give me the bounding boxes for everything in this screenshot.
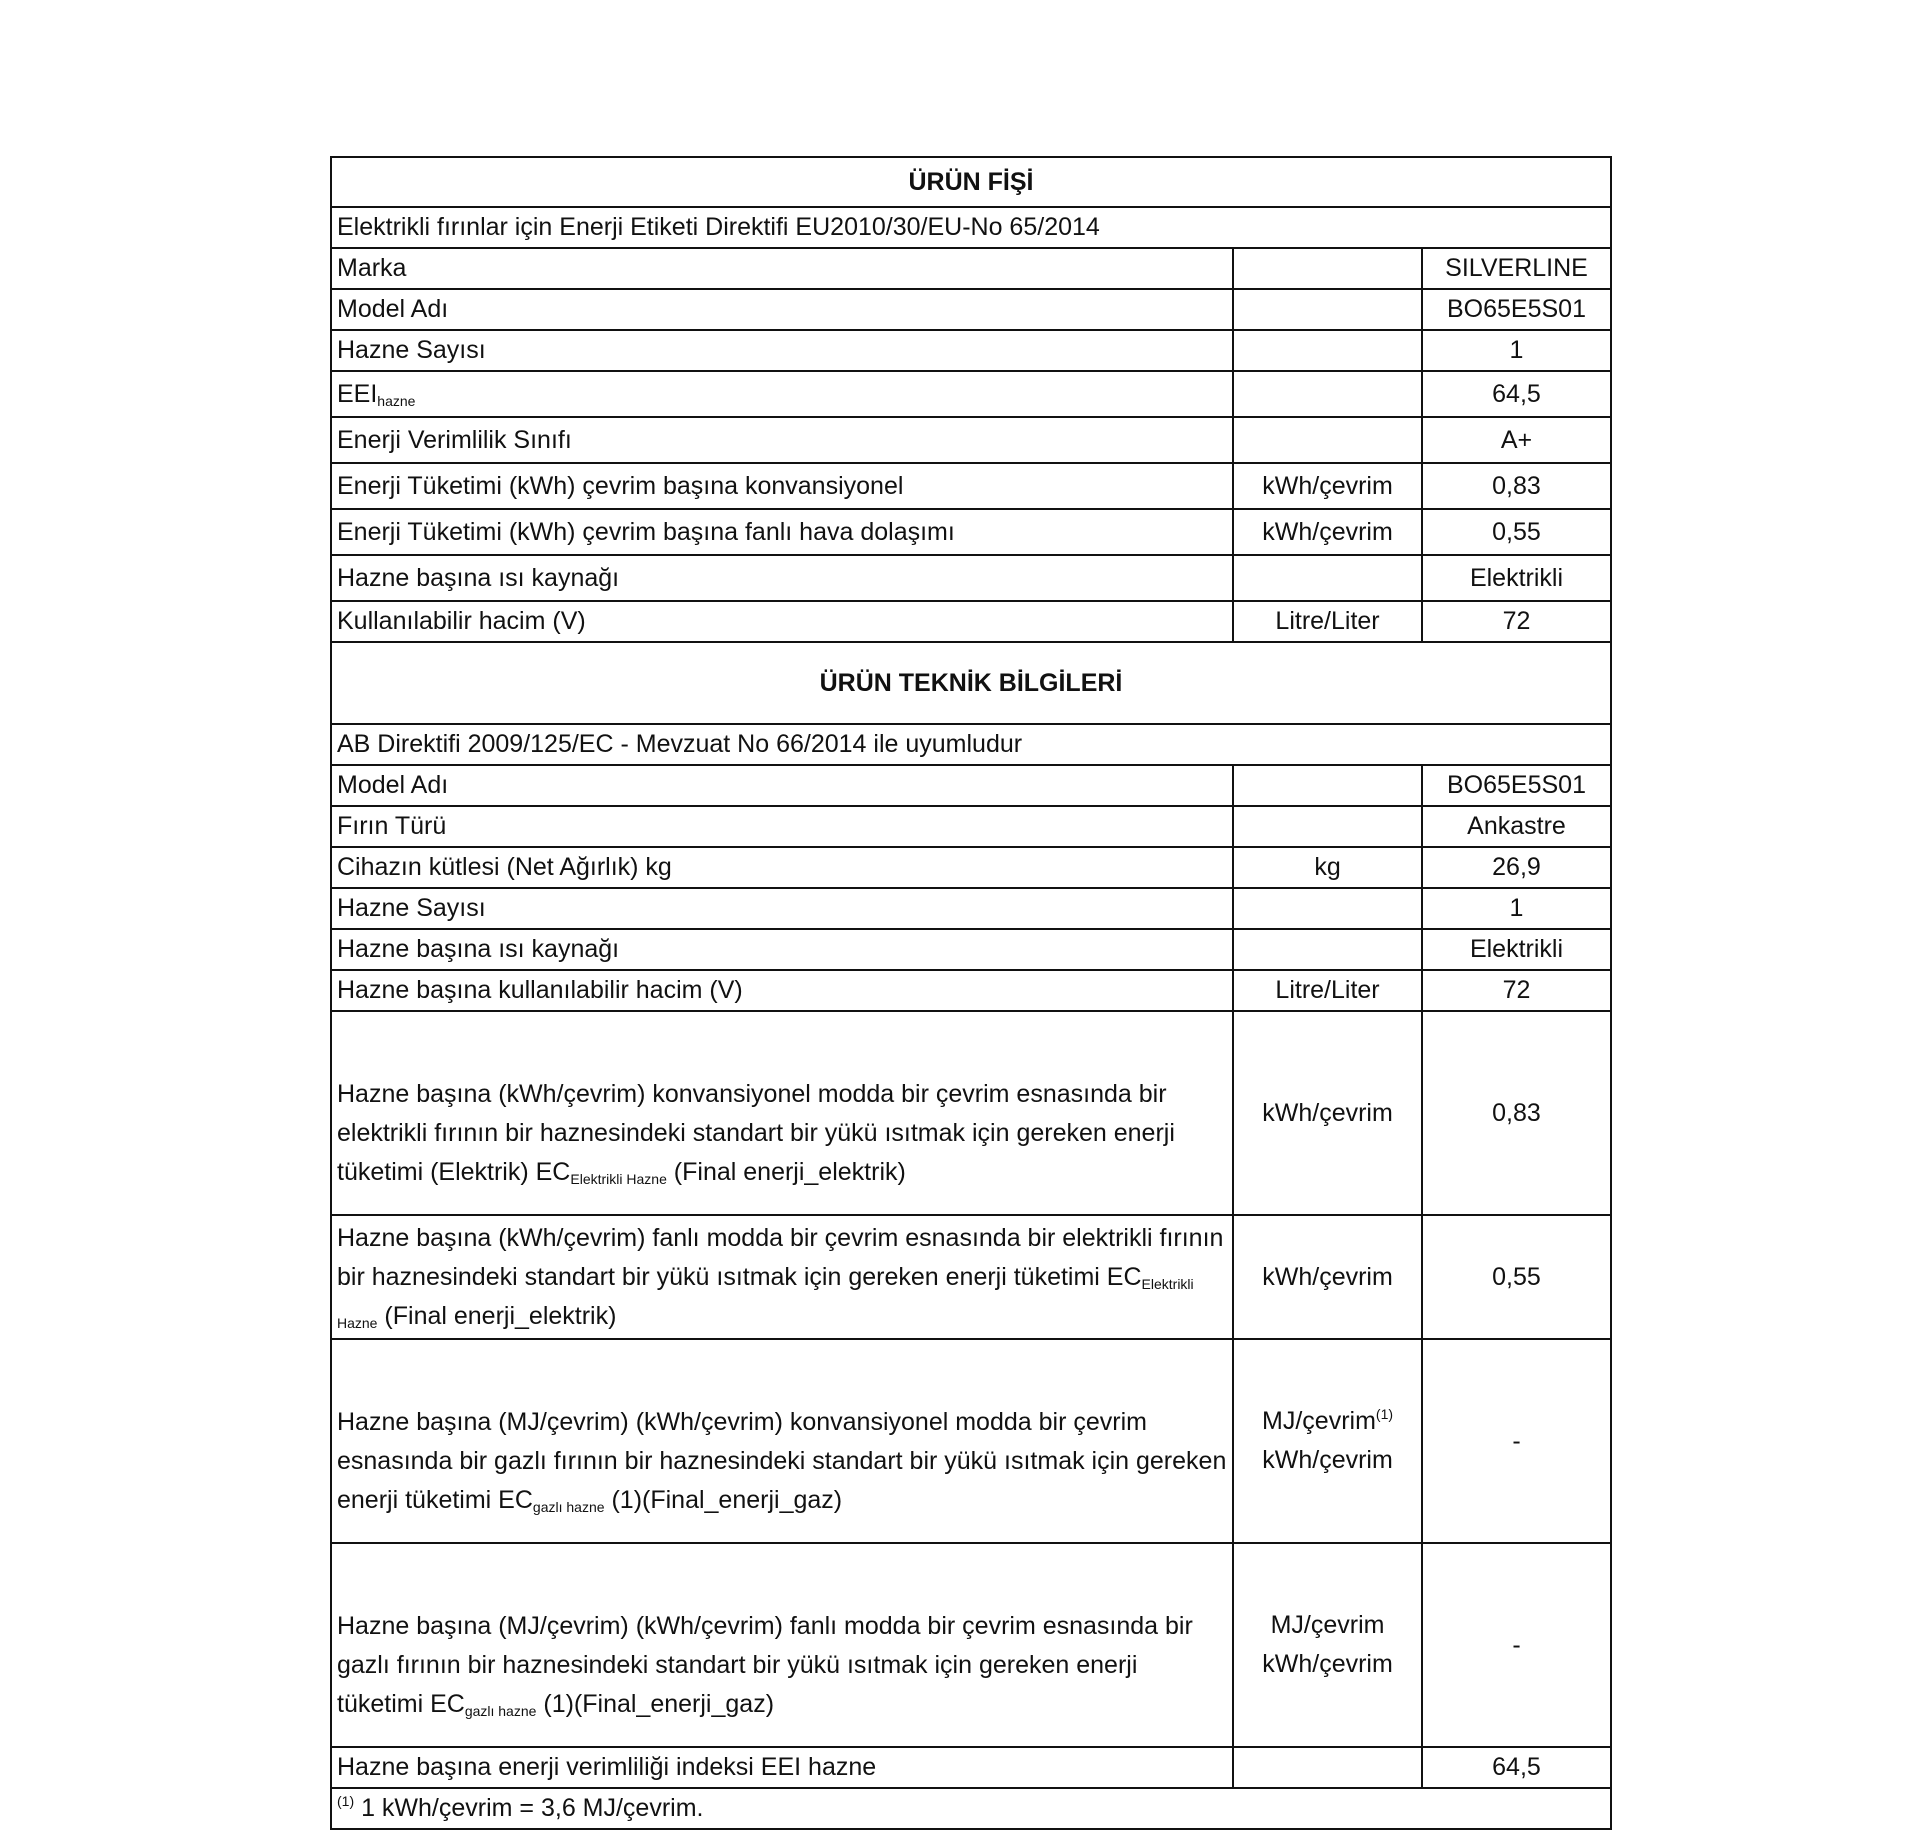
label-post: (1)(Final_enerji_gaz) [536, 1689, 775, 1718]
tech-title: ÜRÜN TEKNİK BİLGİLERİ [331, 642, 1611, 724]
row-unit: kWh/çevrim [1233, 1215, 1422, 1339]
product-sheet-table [330, 156, 1612, 1830]
row-label-main: EEI [337, 379, 378, 408]
table-row [331, 888, 1611, 929]
table-row [331, 371, 1611, 417]
table-row-ec-electric-fan [331, 1215, 1611, 1339]
row-unit: kg [1233, 847, 1422, 888]
row-value: 0,83 [1422, 1011, 1611, 1215]
row-value: 0,55 [1422, 509, 1611, 555]
row-value: 0,83 [1422, 463, 1611, 509]
label-post: (Final enerji_elektrik) [666, 1157, 906, 1186]
row-label: Model Adı [331, 765, 1233, 806]
row-unit [1233, 888, 1422, 929]
row-unit [1233, 1747, 1422, 1788]
sheet-title: ÜRÜN FİŞİ [331, 157, 1611, 207]
unit-line-1: MJ/çevrim [1262, 1407, 1376, 1435]
footnote-text: 1 kWh/çevrim = 3,6 MJ/çevrim. [354, 1794, 704, 1822]
row-label: Hazne başına ısı kaynağı [331, 555, 1233, 601]
row-value: 1 [1422, 888, 1611, 929]
row-value: 26,9 [1422, 847, 1611, 888]
row-unit [1233, 417, 1422, 463]
footnote-marker: (1) [337, 1793, 355, 1809]
row-unit [1233, 248, 1422, 289]
row-unit: kWh/çevrim [1233, 509, 1422, 555]
row-value: Ankastre [1422, 806, 1611, 847]
row-value: 64,5 [1422, 371, 1611, 417]
table-row [331, 330, 1611, 371]
unit-line-2: kWh/çevrim [1262, 1446, 1393, 1474]
row-value: 72 [1422, 970, 1611, 1011]
table-row [331, 970, 1611, 1011]
row-unit [1233, 289, 1422, 330]
row-unit [1233, 555, 1422, 601]
row-value: SILVERLINE [1422, 248, 1611, 289]
table-row-eei [331, 1747, 1611, 1788]
table-row [331, 601, 1611, 642]
row-label: Hazne başına enerji verimliliği indeksi EEI hazne [331, 1747, 1233, 1788]
table-row-ec-gas-fan [331, 1543, 1611, 1747]
row-label [331, 1215, 1233, 1339]
row-label: Enerji Verimlilik Sınıfı [331, 417, 1233, 463]
label-post: (1)(Final_enerji_gaz) [604, 1485, 843, 1514]
row-unit: kWh/çevrim [1233, 1011, 1422, 1215]
row-value: - [1422, 1339, 1611, 1543]
table-row-ec-gas-conventional [331, 1339, 1611, 1543]
row-label: Cihazın kütlesi (Net Ağırlık) kg [331, 847, 1233, 888]
label-sub: gazlı hazne [532, 1498, 605, 1515]
row-unit: Litre/Liter [1233, 601, 1422, 642]
row-value: 64,5 [1422, 1747, 1611, 1788]
row-label: Kullanılabilir hacim (V) [331, 601, 1233, 642]
row-unit [1233, 806, 1422, 847]
label-text: Hazne başına (MJ/çevrim) (kWh/çevrim) fanlı modda bir çevrim esnasında bir gazlı fırının bir haznesindeki standart bir yükü ısıtmak için gereken enerji tüketimi EC [337, 1611, 1193, 1718]
row-label: Hazne başına ısı kaynağı [331, 929, 1233, 970]
row-label [331, 1543, 1233, 1747]
row-value: BO65E5S01 [1422, 289, 1611, 330]
unit-sup: (1) [1375, 1406, 1394, 1422]
row-unit: kWh/çevrim [1233, 463, 1422, 509]
row-value: - [1422, 1543, 1611, 1747]
table-row [331, 289, 1611, 330]
row-value: Elektrikli [1422, 555, 1611, 601]
row-label: Enerji Tüketimi (kWh) çevrim başına konvansiyonel [331, 463, 1233, 509]
row-label: Hazne Sayısı [331, 330, 1233, 371]
table-row [331, 417, 1611, 463]
unit-line-2: kWh/çevrim [1262, 1650, 1393, 1678]
table-row [331, 509, 1611, 555]
table-row [331, 555, 1611, 601]
row-label: Hazne başına kullanılabilir hacim (V) [331, 970, 1233, 1011]
tech-directive: AB Direktifi 2009/125/EC - Mevzuat No 66/2014 ile uyumludur [331, 724, 1611, 765]
row-unit [1233, 929, 1422, 970]
row-value: BO65E5S01 [1422, 765, 1611, 806]
label-sub: gazlı hazne [464, 1702, 537, 1719]
label-post: (Final enerji_elektrik) [377, 1301, 617, 1330]
row-label [331, 1339, 1233, 1543]
row-value: 1 [1422, 330, 1611, 371]
row-label: Enerji Tüketimi (kWh) çevrim başına fanlı hava dolaşımı [331, 509, 1233, 555]
unit-line-1: MJ/çevrim [1270, 1611, 1385, 1639]
label-text: Hazne başına (kWh/çevrim) fanlı modda bir çevrim esnasında bir elektrikli fırının bir haznesindeki standart bir yükü ısıtmak için gereken enerji tüketimi EC [337, 1223, 1224, 1291]
label-sub: Elektrikli Hazne [337, 1275, 1194, 1331]
table-row-ec-electric-conventional [331, 1011, 1611, 1215]
footnote [331, 1788, 1611, 1829]
row-label: Marka [331, 248, 1233, 289]
row-unit [1233, 371, 1422, 417]
row-unit: Litre/Liter [1233, 970, 1422, 1011]
row-label-sub: hazne [377, 392, 416, 409]
row-value: 72 [1422, 601, 1611, 642]
row-value: Elektrikli [1422, 929, 1611, 970]
table-row [331, 463, 1611, 509]
table-row [331, 847, 1611, 888]
row-unit [1233, 330, 1422, 371]
row-unit [1233, 765, 1422, 806]
row-label: Fırın Türü [331, 806, 1233, 847]
table-row [331, 806, 1611, 847]
row-label [331, 1011, 1233, 1215]
table-row [331, 248, 1611, 289]
row-label-eei [331, 371, 1233, 417]
sheet-directive: Elektrikli fırınlar için Enerji Etiketi Direktifi EU2010/30/EU-No 65/2014 [331, 207, 1611, 248]
label-text: Hazne başına (MJ/çevrim) (kWh/çevrim) konvansiyonel modda bir çevrim esnasında bir gazlı fırının bir haznesindeki standart bir yükü ısıtmak için gereken enerji tüketimi EC [337, 1407, 1227, 1514]
row-label: Hazne Sayısı [331, 888, 1233, 929]
label-text: Hazne başına (kWh/çevrim) konvansiyonel modda bir çevrim esnasında bir elektrikli fırının bir haznesindeki standart bir yükü ısıtmak için gereken enerji tüketimi (Elektrik) EC [337, 1079, 1175, 1186]
label-sub: Elektrikli Hazne [570, 1170, 667, 1187]
table-row [331, 929, 1611, 970]
row-unit [1233, 1543, 1422, 1747]
table-row [331, 765, 1611, 806]
row-label: Model Adı [331, 289, 1233, 330]
row-value: 0,55 [1422, 1215, 1611, 1339]
row-unit [1233, 1339, 1422, 1543]
row-value: A+ [1422, 417, 1611, 463]
